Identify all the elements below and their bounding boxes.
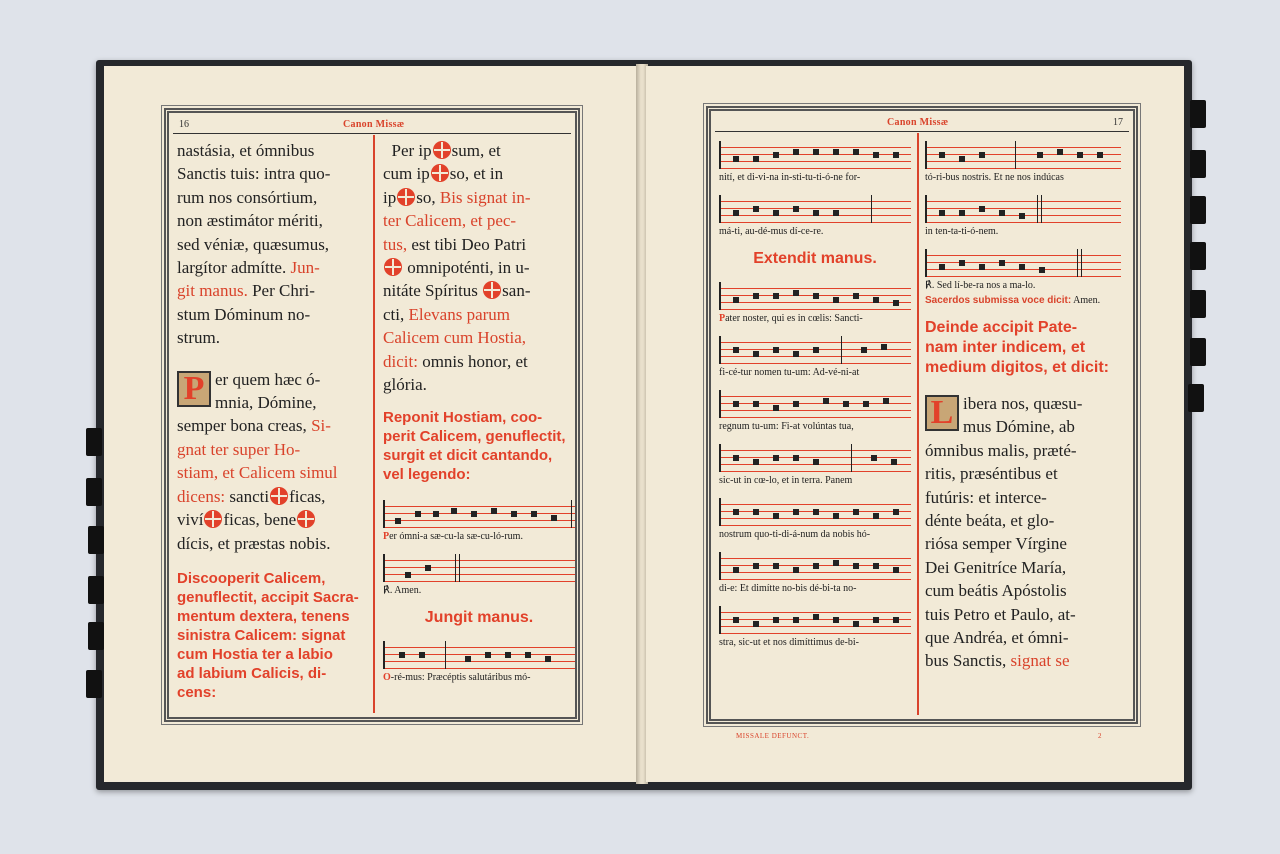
page-tab[interactable] (1190, 338, 1206, 366)
cross-icon (433, 141, 451, 159)
section-heading: Extendit manus. (753, 250, 877, 267)
page-tab[interactable] (88, 576, 104, 604)
section-heading: Jungit manus. (424, 609, 534, 627)
chant-lyric: nití, et di-vi-na in-sti-tu-ti-ó-ne for- (719, 172, 861, 183)
signature-mark: MISSALE DEFUNCT. (736, 732, 810, 740)
chant-staff (719, 444, 911, 472)
chant-lyric: fi-cé-tur nomen tu-um: Ad-vé-ni-at (719, 367, 860, 378)
chant-staff (719, 552, 911, 580)
signature-number: 2 (1098, 732, 1102, 740)
left-page (104, 66, 638, 782)
header-rule (173, 133, 571, 134)
page-tab[interactable] (86, 670, 102, 698)
cross-icon (483, 281, 501, 299)
left-column (177, 139, 367, 702)
page-tab[interactable] (1188, 384, 1204, 412)
chant-staff (925, 249, 1121, 277)
chant-staff (925, 195, 1121, 223)
chant-lyric: O-ré-mus: Præcéptis salutáribus mó- (383, 672, 531, 684)
chant-lyric: Pater noster, qui es in cœlis: Sancti- (719, 313, 863, 324)
cross-icon (270, 487, 288, 505)
page-frame (706, 106, 1138, 724)
cross-icon (204, 510, 222, 528)
cross-icon (384, 258, 402, 276)
chant-staff (383, 641, 575, 669)
chant-staff (719, 498, 911, 526)
column-rule (917, 133, 919, 715)
page-tab[interactable] (1190, 242, 1206, 270)
page-tab[interactable] (1190, 290, 1206, 318)
chant-lyric: ℟. Sed lí-be-ra nos a ma-lo. (925, 280, 1036, 291)
left-column (719, 141, 911, 660)
page-tab[interactable] (86, 428, 102, 456)
rubric-small: Sacerdos submissa voce dicit: Amen. (925, 295, 1101, 306)
page-tab[interactable] (1190, 150, 1206, 178)
chant-lyric: Per ómni-a sæ-cu-la sæ-cu-ló-rum. (383, 531, 523, 543)
column-rule (373, 135, 375, 713)
rubric: Deinde accipit Pate- nam inter indicem, et medium digitos, et dicit: (925, 319, 1110, 376)
header-rule (715, 131, 1129, 132)
page-number: 16 (179, 119, 189, 130)
chant-staff (719, 336, 911, 364)
chant-lyric: in ten-ta-ti-ó-nem. (925, 226, 999, 237)
rubric: Reponit Hostiam, coo- perit Calicem, genuflectit, surgit et dicit cantando, vel legendo: (383, 409, 566, 484)
chant-staff (383, 500, 575, 528)
chant-staff (719, 606, 911, 634)
page-tab[interactable] (88, 622, 104, 650)
chant-lyric: nostrum quo-ti-di-á-num da nobis hó- (719, 529, 871, 540)
page-tab[interactable] (86, 478, 102, 506)
page-tab[interactable] (88, 526, 104, 554)
paragraph: nastásia, et ómnibus Sanctis tuis: intra quo- rum nos consórtium, non æstimátor mériti, sed véniæ, quæsumus, largítor admítte. Jun- git manus. Per Chri- stum Dóminum no- strum. (177, 141, 331, 348)
illuminated-initial: L (925, 395, 959, 431)
chant-staff (719, 141, 911, 169)
cross-icon (397, 188, 415, 206)
chant-lyric: di-e: Et dimítte no-bis dé-bi-ta no- (719, 583, 857, 594)
paragraph: L ibera nos, quæsu- mus Dómine, ab ómnibus malis, præté- ritis, præséntibus et futúris: et interce- dénte beáta, et glo- riósa semper Vírgine Dei Genitríce María, cum beátis Apóstolis tuis Petro et Paulo, at- que Andréa, et ómni- bus Sanctis, signat se (925, 394, 1083, 671)
chant-staff (383, 554, 575, 582)
page-tab[interactable] (1190, 196, 1206, 224)
running-head: Canon Missæ (343, 119, 405, 130)
paragraph: Per ip sum, et cum ip so, et in ip so, Bis signat in- ter Calicem, et pec- tus, est tibi Deo Patri omnipoténti, in u- nitáte Spíritus san- cti, Elevans parum Calicem cum Hostia, dicit: omnis honor, et glória. (383, 141, 531, 395)
chant-lyric: stra, sic-ut et nos dimíttimus de-bi- (719, 637, 859, 648)
chant-lyric: tó-ri-bus nostris. Et ne nos indúcas (925, 172, 1064, 183)
chant-staff (719, 390, 911, 418)
chant-lyric: má-ti, au-dé-mus dí-ce-re. (719, 226, 824, 237)
paragraph: P er quem hæc ó- mnia, Dómine, semper bona creas, Si- gnat ter super Ho- stiam, et Calicem simul dicens: sancti ficas, viví ficas, bene dícis, et præstas nobis. (177, 369, 338, 553)
chant-lyric: sic-ut in cœ-lo, et in terra. Panem (719, 475, 853, 486)
chant-lyric: ℟. Amen. (383, 585, 422, 597)
page-number: 17 (1113, 117, 1123, 128)
cross-icon (431, 164, 449, 182)
page-frame (164, 108, 580, 722)
right-page (646, 66, 1184, 782)
right-column (383, 139, 575, 695)
chant-staff (925, 141, 1121, 169)
rubric: Discooperit Calicem, genuflectit, accipit Sacra- mentum dextera, tenens sinistra Calicem: signat cum Hostia ter a labio ad labium Calicis, di- cens: (177, 569, 359, 701)
chant-staff (719, 195, 911, 223)
page-tab[interactable] (1190, 100, 1206, 128)
chant-lyric: regnum tu-um: Fi-at volúntas tua, (719, 421, 854, 432)
running-head: Canon Missæ (887, 117, 949, 128)
right-column (925, 141, 1121, 673)
cross-icon (297, 510, 315, 528)
chant-staff (719, 282, 911, 310)
illuminated-initial: P (177, 371, 211, 407)
